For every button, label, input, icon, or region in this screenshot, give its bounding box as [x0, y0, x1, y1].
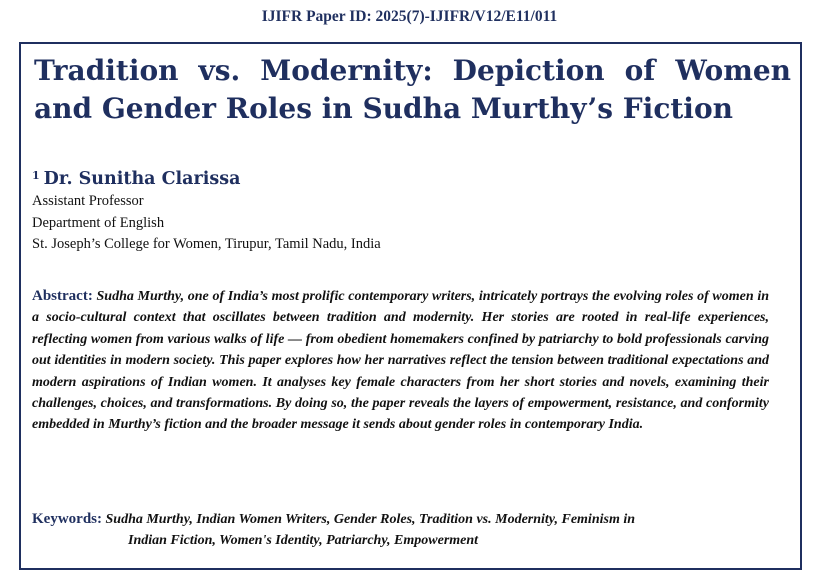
paper-id-header: IJIFR Paper ID: 2025(7)-IJIFR/V12/E11/011 — [261, 8, 558, 25]
abstract-label: Abstract: — [32, 288, 93, 304]
abstract-text: Sudha Murthy, one of India’s most prolific contemporary writers, intricately portrays the evolving roles of women in a socio-cultural context that oscillates between tradition and modernity. Her stories are rooted in real-life experiences, reflecting women from various walks of life — from obedient homemakers confined by patriarchy to bold professionals carving out identities in modern society. This paper explores how her narratives reflect the tension between traditional expectations and modern aspirations of Indian women. It analyses key female characters from her short stories and novels, examining their challenges, choices, and transformations. By doing so, the paper reveals the layers of empowerment, resistance, and conformity embedded in Murthy’s fiction and the broader message it sends about gender roles in contemporary India. — [32, 289, 770, 433]
keywords-first-line — [32, 509, 769, 530]
author-number: 1 — [32, 169, 40, 182]
affiliation-position: Assistant Professor — [32, 193, 144, 209]
keywords-text: Sudha Murthy, Indian Women Writers, Gender Roles, Tradition vs. Modernity, Feminism in — [105, 512, 636, 527]
affiliation-college: St. Joseph’s College for Women, Tirupur, Tamil Nadu, India — [32, 236, 381, 252]
keywords-label: Keywords: — [32, 511, 102, 527]
affiliation-department: Department of English — [32, 214, 165, 231]
paper-frame — [19, 42, 802, 570]
author-block — [32, 164, 772, 256]
keywords-continuation: Indian Fiction, Women's Identity, Patriarchy, Empowerment — [128, 533, 479, 549]
author-name: Dr. Sunitha Clarissa — [43, 169, 241, 189]
keywords-section — [32, 509, 769, 552]
author-line — [32, 164, 772, 191]
paper-title: Tradition vs. Modernity: Depiction of Women and Gender Roles in Sudha Murthy’s Fiction — [34, 54, 791, 125]
abstract-section — [32, 286, 769, 436]
